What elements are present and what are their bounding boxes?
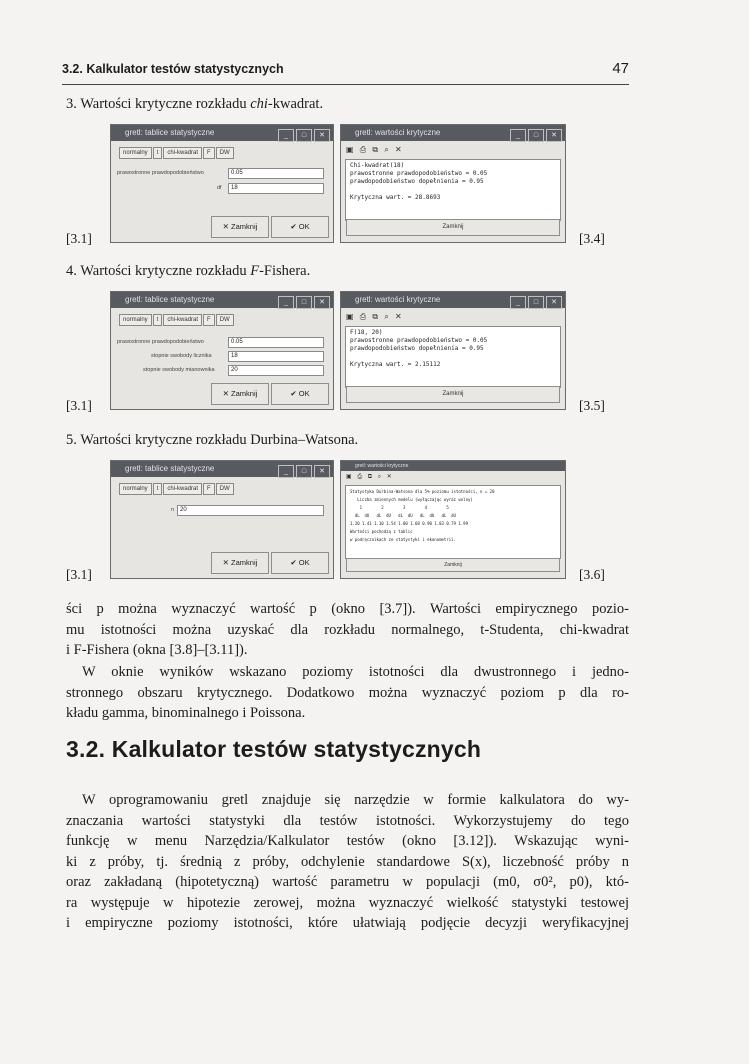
df2-label: stopnie swobody mianownika bbox=[143, 367, 215, 373]
tab-bar bbox=[119, 147, 235, 158]
button-row bbox=[117, 216, 327, 238]
tab-normal[interactable]: normalny bbox=[119, 147, 152, 159]
window-title: gretl: wartości krytyczne bbox=[355, 295, 441, 304]
df1-input[interactable]: 18 bbox=[228, 351, 324, 362]
tab-normal[interactable]: normalny bbox=[119, 483, 152, 495]
close-icon[interactable]: ✕ bbox=[546, 296, 562, 309]
item-number: 3. bbox=[66, 96, 77, 112]
window-titlebar bbox=[111, 292, 333, 308]
window-titlebar bbox=[341, 292, 565, 308]
window-critical-dw bbox=[340, 460, 566, 579]
label-3-4: [3.4] bbox=[579, 231, 605, 246]
tab-normal[interactable]: normalny bbox=[119, 314, 152, 326]
item-text-end: -Fishera. bbox=[259, 263, 311, 279]
tab-t[interactable]: t bbox=[153, 314, 163, 326]
alpha-input[interactable]: 0.05 bbox=[228, 168, 324, 179]
section-heading: 3.2. Kalkulator testów statystycznych bbox=[66, 736, 482, 762]
close-icon[interactable]: ✕ bbox=[314, 129, 330, 142]
ok-button[interactable]: ✔ OK bbox=[271, 216, 329, 238]
alpha-label: prawostronne prawdopodobieństwo bbox=[117, 170, 204, 176]
running-header bbox=[62, 62, 629, 82]
maximize-icon[interactable]: □ bbox=[296, 296, 312, 309]
paragraph-1 bbox=[66, 599, 629, 661]
close-icon[interactable]: ✕ bbox=[314, 296, 330, 309]
tab-t[interactable]: t bbox=[153, 483, 163, 495]
close-icon[interactable]: ✕ bbox=[314, 465, 330, 478]
text-line: kładu gamma, binominalnego i Poissona. bbox=[66, 705, 306, 721]
close-button[interactable]: ✕ Zamknij bbox=[211, 552, 269, 574]
close-button[interactable]: Zamknij bbox=[346, 558, 560, 572]
list-item-dw bbox=[66, 432, 358, 449]
window-titlebar bbox=[111, 125, 333, 141]
minimize-icon[interactable]: _ bbox=[278, 296, 294, 309]
text-line: ści p można wyznaczyć wartość p (okno [3.7]). Wartości empirycznego pozio- bbox=[66, 601, 629, 617]
df-label: df bbox=[217, 185, 222, 191]
maximize-icon[interactable]: □ bbox=[528, 129, 544, 142]
tab-f[interactable]: F bbox=[203, 483, 215, 495]
window-title: gretl: tablice statystyczne bbox=[125, 295, 215, 304]
window-title: gretl: wartości krytyczne bbox=[355, 463, 409, 469]
window-title: gretl: tablice statystyczne bbox=[125, 464, 215, 473]
tab-chi[interactable]: chi-kwadrat bbox=[163, 314, 202, 326]
n-label: n bbox=[171, 507, 175, 513]
toolbar-icons[interactable]: ▣ ⎙ ⧉ ⌕ ✕ bbox=[346, 312, 404, 321]
close-button[interactable]: Zamknij bbox=[346, 219, 560, 236]
text-line: funkcję w menu Narzędzia/Kalkulator testów (okno [3.12]). Wskazując wyni- bbox=[66, 833, 629, 849]
label-3-1: [3.1] bbox=[66, 398, 92, 413]
header-rule bbox=[62, 84, 629, 85]
maximize-icon[interactable]: □ bbox=[296, 129, 312, 142]
text-line: W oknie wyników wskazano poziomy istotności dla dwustronnego i jedno- bbox=[82, 664, 629, 680]
text-line: ra występuje w hipotezie zerowej, można wyznaczyć wielkość statystyki testowej bbox=[66, 894, 629, 911]
item-text: Wartości krytyczne rozkładu bbox=[80, 263, 251, 279]
ok-button-label: OK bbox=[298, 558, 310, 567]
item-text: Wartości krytyczne rozkładu Durbina–Watsona. bbox=[80, 432, 359, 448]
df1-label: stopnie swobody licznika bbox=[151, 353, 212, 359]
ok-button-label: OK bbox=[298, 222, 310, 231]
window-titlebar bbox=[111, 461, 333, 477]
text-line: mu istotności można uzyskać dla rozkładu normalnego, t-Studenta, chi-kwadrat bbox=[66, 621, 629, 638]
tab-dw[interactable]: DW bbox=[216, 314, 234, 326]
text-line: ki z próby, tj. średnią z próby, odchylenie standardowe S(x), liczebność próby n bbox=[66, 853, 629, 870]
list-item-chi bbox=[66, 96, 323, 113]
window-critical-chi bbox=[340, 124, 566, 243]
close-button[interactable]: ✕ Zamknij bbox=[211, 216, 269, 238]
df2-input[interactable]: 20 bbox=[228, 365, 324, 376]
label-3-6: [3.6] bbox=[579, 567, 605, 582]
tab-dw[interactable]: DW bbox=[216, 147, 234, 159]
item-text: Wartości krytyczne rozkładu bbox=[80, 96, 251, 112]
window-title: gretl: tablice statystyczne bbox=[125, 128, 215, 137]
button-row bbox=[117, 383, 327, 405]
text-line: znaczania wartości statystyki dla testów istotności. Wykorzystujemy do tego bbox=[66, 812, 629, 829]
button-row bbox=[117, 552, 327, 574]
minimize-icon[interactable]: _ bbox=[510, 296, 526, 309]
tab-chi[interactable]: chi-kwadrat bbox=[163, 147, 202, 159]
paragraph-2 bbox=[66, 662, 629, 724]
alpha-label: prawostronne prawdopodobieństwo bbox=[117, 339, 204, 345]
label-3-1: [3.1] bbox=[66, 231, 92, 246]
label-3-5: [3.5] bbox=[579, 398, 605, 413]
window-titlebar bbox=[341, 461, 565, 471]
tab-t[interactable]: t bbox=[153, 147, 163, 159]
text-line: i F-Fishera (okna [3.8]–[3.11]). bbox=[66, 642, 248, 658]
ok-button-label: OK bbox=[298, 389, 310, 398]
item-number: 4. bbox=[66, 263, 77, 279]
ok-button[interactable]: ✔ OK bbox=[271, 383, 329, 405]
close-button[interactable]: Zamknij bbox=[346, 386, 560, 403]
text-line: oraz zakładaną (hipotetyczną) wartość parametru w populacji (m0, σ0², p0), któ- bbox=[66, 874, 629, 890]
tab-dw[interactable]: DW bbox=[216, 483, 234, 495]
minimize-icon[interactable]: _ bbox=[510, 129, 526, 142]
close-icon[interactable]: ✕ bbox=[546, 129, 562, 142]
item-text-end: -kwadrat. bbox=[267, 96, 324, 112]
text-line: i empiryczne poziomy istotności, które ułatwiają podjęcie decyzji weryfikacyjnej bbox=[66, 915, 629, 931]
df-input[interactable]: 18 bbox=[228, 183, 324, 194]
window-tables-f bbox=[110, 291, 334, 410]
tab-bar bbox=[119, 314, 235, 325]
maximize-icon[interactable]: □ bbox=[296, 465, 312, 478]
window-tables-dw bbox=[110, 460, 334, 579]
maximize-icon[interactable]: □ bbox=[528, 296, 544, 309]
window-title: gretl: wartości krytyczne bbox=[355, 128, 441, 137]
output-text: Chi-kwadrat(18) prawostronne prawdopodobieństwo = 0.05 prawdopodobieństwo dopełnienia = 0.95 Krytyczna wart. = 28.8693 bbox=[345, 159, 561, 221]
toolbar-icons[interactable]: ▣ ⎙ ⧉ ⌕ ✕ bbox=[346, 474, 394, 480]
minimize-icon[interactable]: _ bbox=[278, 129, 294, 142]
ok-button[interactable]: ✔ OK bbox=[271, 552, 329, 574]
item-number: 5. bbox=[66, 432, 77, 448]
output-text: Statystyka Durbina-Watsona dla 5% poziomu istotności, n = 20 Liczba zmiennych modelu (wyłączając wyraz wolny) 1 2 3 4 5 dL dU dL dU dL dU dL dU dL dU 1.20 1.41 1.10 1.54 1.00 1.68 0.90 1.83 0.79 1.99 Wartości pochodzą z tablic w podręcznikach ze statystyki i ekonometrii. bbox=[345, 485, 561, 559]
list-item-f bbox=[66, 263, 310, 280]
close-button-label: Zamknij bbox=[231, 222, 258, 231]
item-text-italic: F bbox=[250, 263, 260, 279]
n-input[interactable]: 20 bbox=[177, 505, 324, 516]
window-tables-chi bbox=[110, 124, 334, 243]
alpha-input[interactable]: 0.05 bbox=[228, 337, 324, 348]
text-line: stronnego obszaru krytycznego. Dodatkowo można wyznaczyć poziom p dla ro- bbox=[66, 684, 629, 701]
output-text: F(18, 20) prawostronne prawdopodobieństwo = 0.05 prawdopodobieństwo dopełnienia = 0.95 Krytyczna wart. = 2.15112 bbox=[345, 326, 561, 388]
item-text-italic: chi bbox=[250, 96, 268, 112]
running-header-title: 3.2. Kalkulator testów statystycznych bbox=[62, 62, 284, 76]
toolbar-icons[interactable]: ▣ ⎙ ⧉ ⌕ ✕ bbox=[346, 145, 404, 154]
tab-chi[interactable]: chi-kwadrat bbox=[163, 483, 202, 495]
paragraph-3 bbox=[66, 790, 629, 934]
label-3-1: [3.1] bbox=[66, 567, 92, 582]
close-button-label: Zamknij bbox=[231, 389, 258, 398]
tab-f[interactable]: F bbox=[203, 147, 215, 159]
close-button[interactable]: ✕ Zamknij bbox=[211, 383, 269, 405]
tab-bar bbox=[119, 483, 235, 494]
close-button-label: Zamknij bbox=[231, 558, 258, 567]
tab-f[interactable]: F bbox=[203, 314, 215, 326]
window-titlebar bbox=[341, 125, 565, 141]
minimize-icon[interactable]: _ bbox=[278, 465, 294, 478]
text-line: W oprogramowaniu gretl znajduje się narzędzie w formie kalkulatora do wy- bbox=[82, 792, 629, 808]
window-critical-f bbox=[340, 291, 566, 410]
page-number: 47 bbox=[612, 60, 629, 77]
